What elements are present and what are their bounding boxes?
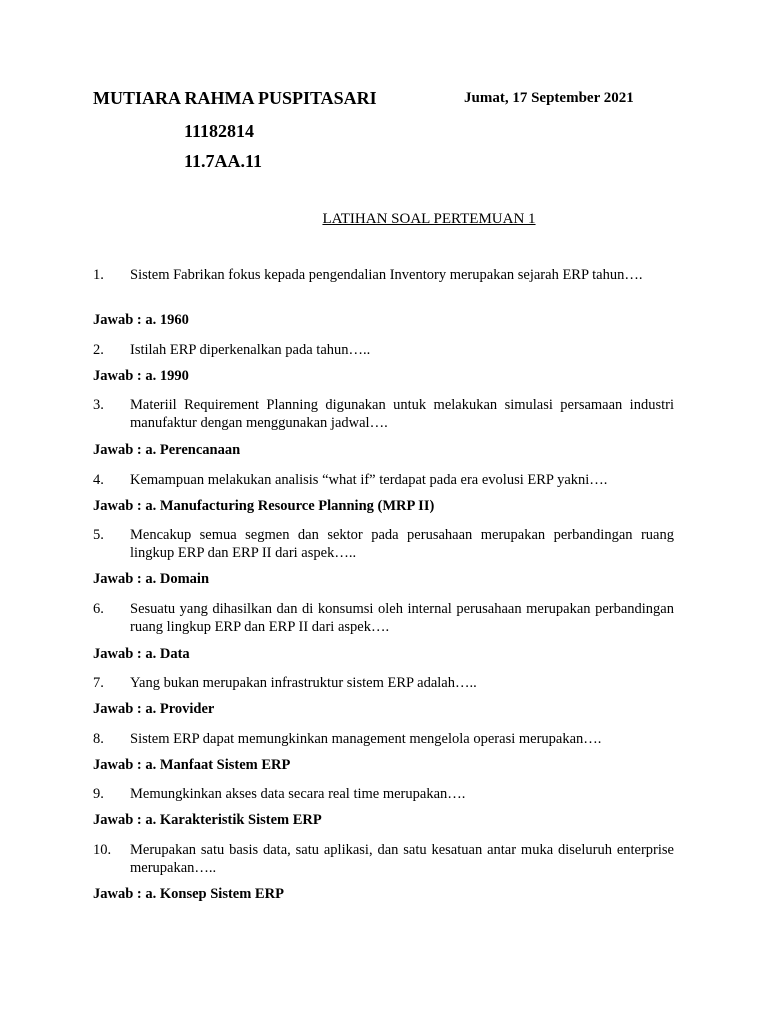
question-text: Sistem ERP dapat memungkinkan management mengelola operasi merupakan…. xyxy=(130,731,602,747)
question-item xyxy=(93,471,674,489)
question-item xyxy=(93,841,674,877)
answer-text: Jawab : a. 1990 xyxy=(93,368,189,384)
question-item xyxy=(93,674,674,692)
student-id: 11182814 xyxy=(184,121,255,141)
question-text: Mencakup semua segmen dan sektor pada perusahaan merupakan perbandingan ruang lingkup ERP dan ERP II dari aspek….. xyxy=(130,527,674,561)
question-number: 9. xyxy=(93,786,104,802)
question-text: Materiil Requirement Planning digunakan untuk melakukan simulasi persamaan industri manufaktur dengan menggunakan jadwal…. xyxy=(130,397,674,431)
question-item xyxy=(93,730,674,748)
student-name: MUTIARA RAHMA PUSPITASARI xyxy=(93,88,377,108)
question-item xyxy=(93,526,674,562)
question-text: Sesuatu yang dihasilkan dan di konsumsi oleh internal perusahaan merupakan perbandingan ruang lingkup ERP dan ERP II dari aspek…. xyxy=(130,601,674,635)
document-title: LATIHAN SOAL PERTEMUAN 1 xyxy=(322,211,536,227)
question-number: 2. xyxy=(93,342,104,358)
question-item xyxy=(93,341,674,359)
question-item xyxy=(93,396,674,432)
answer-text: Jawab : a. Manufacturing Resource Planning (MRP II) xyxy=(93,498,435,514)
answer-text: Jawab : a. Data xyxy=(93,646,190,662)
question-text: Memungkinkan akses data secara real time merupakan…. xyxy=(130,786,466,802)
answer-text: Jawab : a. Domain xyxy=(93,571,210,587)
question-item xyxy=(93,785,674,803)
question-number: 10. xyxy=(93,842,112,858)
student-class: 11.7AA.11 xyxy=(184,151,263,171)
question-text: Yang bukan merupakan infrastruktur sistem ERP adalah….. xyxy=(130,675,477,691)
question-number: 3. xyxy=(93,397,104,413)
answer-text: Jawab : a. Manfaat Sistem ERP xyxy=(93,757,291,773)
document-title-row xyxy=(0,211,768,228)
question-text: Sistem Fabrikan fokus kepada pengendalian Inventory merupakan sejarah ERP tahun…. xyxy=(130,267,643,283)
question-text: Kemampuan melakukan analisis “what if” terdapat pada era evolusi ERP yakni…. xyxy=(130,472,608,488)
answer-text: Jawab : a. Provider xyxy=(93,701,215,717)
question-number: 1. xyxy=(93,267,104,283)
question-number: 4. xyxy=(93,472,104,488)
question-number: 6. xyxy=(93,601,104,617)
answer-text: Jawab : a. Karakteristik Sistem ERP xyxy=(93,812,322,828)
document-date: Jumat, 17 September 2021 xyxy=(464,90,634,106)
question-text: Istilah ERP diperkenalkan pada tahun….. xyxy=(130,342,371,358)
question-number: 5. xyxy=(93,527,104,543)
question-item xyxy=(93,266,674,284)
question-text: Merupakan satu basis data, satu aplikasi, dan satu kesatuan antar muka diseluruh enterprise merupakan….. xyxy=(130,842,674,876)
answer-text: Jawab : a. Konsep Sistem ERP xyxy=(93,886,284,902)
answer-text: Jawab : a. 1960 xyxy=(93,312,189,328)
answer-text: Jawab : a. Perencanaan xyxy=(93,442,241,458)
question-item xyxy=(93,600,674,636)
question-number: 7. xyxy=(93,675,104,691)
question-number: 8. xyxy=(93,731,104,747)
